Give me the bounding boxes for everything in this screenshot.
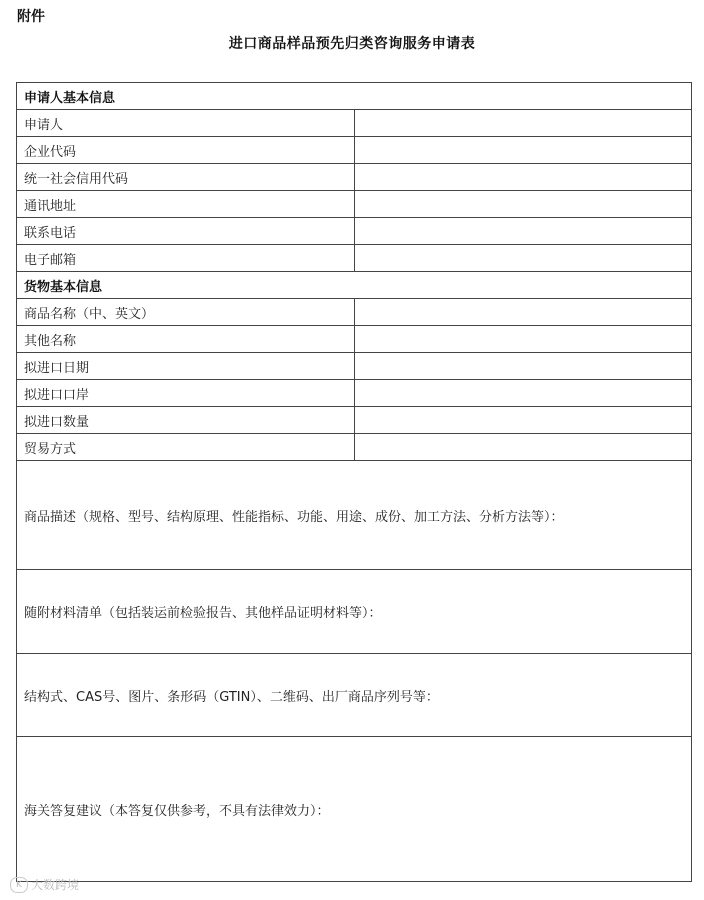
section-title-goods: 货物基本信息 [17,272,692,299]
field-label-email: 电子邮箱 [17,245,355,272]
watermark-text: 大数跨境 [31,878,80,892]
field-label-import-date: 拟进口日期 [17,353,355,380]
attached-materials-block[interactable]: 随附材料清单（包括装运前检验报告、其他样品证明材料等）： [17,570,692,654]
field-label-company-code: 企业代码 [17,137,355,164]
section-applicant [17,83,692,110]
table-row [17,110,692,137]
field-value-import-date[interactable] [354,353,692,380]
field-value-company-code[interactable] [354,137,692,164]
section-goods [17,272,692,299]
field-value-phone[interactable] [354,218,692,245]
table-row [17,570,692,654]
field-value-other-name[interactable] [354,326,692,353]
application-form-table [16,82,692,882]
table-row [17,191,692,218]
table-row [17,737,692,882]
product-description-block[interactable]: 商品描述（规格、型号、结构原理、性能指标、功能、用途、成份、加工方法、分析方法等）： [17,461,692,570]
field-label-product-name: 商品名称（中、英文） [17,299,355,326]
field-value-applicant[interactable] [354,110,692,137]
field-label-import-port: 拟进口口岸 [17,380,355,407]
table-row [17,137,692,164]
table-row [17,218,692,245]
table-row [17,326,692,353]
table-row [17,380,692,407]
table-row [17,353,692,380]
form-title: 进口商品样品预先归类咨询服务申请表 [228,36,476,52]
watermark [10,876,79,893]
table-row [17,654,692,737]
table-row [17,461,692,570]
field-value-import-quantity[interactable] [354,407,692,434]
field-label-address: 通讯地址 [17,191,355,218]
field-value-credit-code[interactable] [354,164,692,191]
section-title-applicant: 申请人基本信息 [17,83,692,110]
table-row [17,434,692,461]
field-value-trade-mode[interactable] [354,434,692,461]
field-label-credit-code: 统一社会信用代码 [17,164,355,191]
table-row [17,299,692,326]
table-row [17,245,692,272]
field-value-address[interactable] [354,191,692,218]
field-label-import-quantity: 拟进口数量 [17,407,355,434]
customs-reply-block[interactable]: 海关答复建议（本答复仅供参考，不具有法律效力）： [17,737,692,882]
field-value-product-name[interactable] [354,299,692,326]
structure-info-block[interactable]: 结构式、CAS号、图片、条形码（GTIN）、二维码、出厂商品序列号等： [17,654,692,737]
attachment-label: 附件 [17,9,45,25]
field-value-email[interactable] [354,245,692,272]
field-label-phone: 联系电话 [17,218,355,245]
field-value-import-port[interactable] [354,380,692,407]
field-label-trade-mode: 贸易方式 [17,434,355,461]
field-label-other-name: 其他名称 [17,326,355,353]
field-label-applicant: 申请人 [17,110,355,137]
watermark-logo-icon: K [10,877,28,893]
table-row [17,407,692,434]
table-row [17,164,692,191]
